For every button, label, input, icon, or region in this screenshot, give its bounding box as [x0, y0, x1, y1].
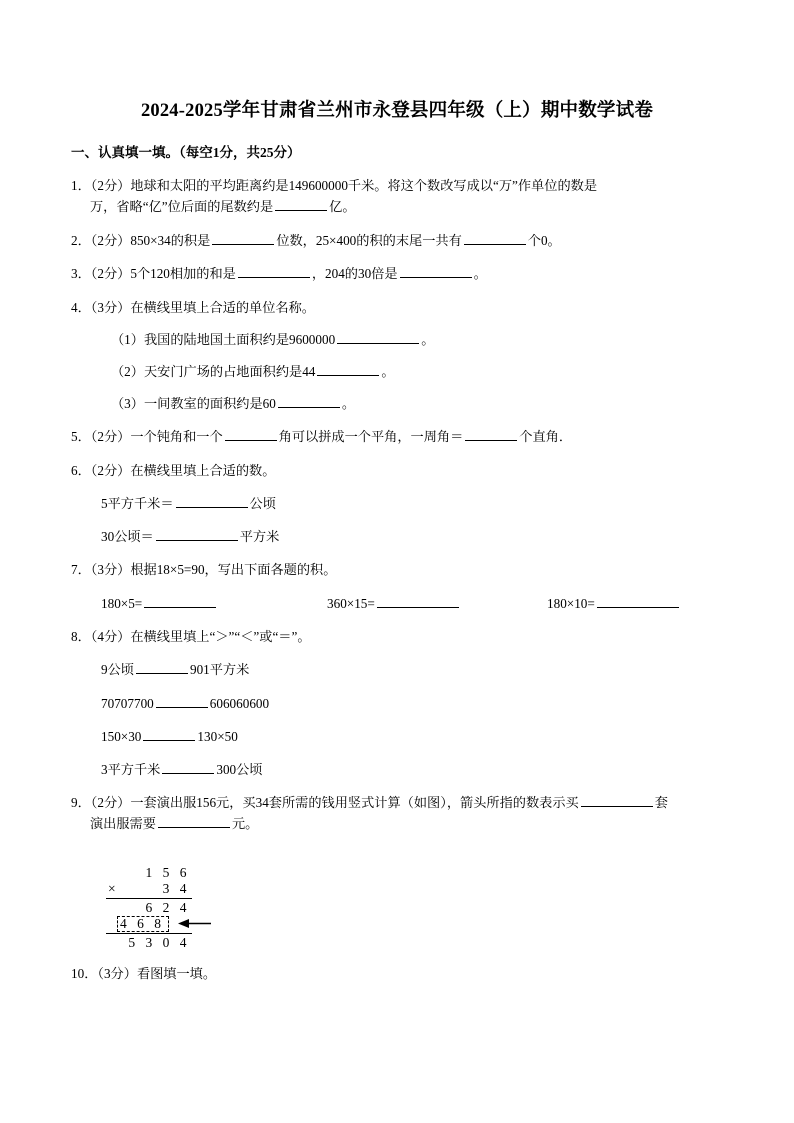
- question-8-comparison-2-blank[interactable]: [156, 694, 208, 708]
- question-2-blank-1[interactable]: [212, 231, 274, 245]
- question-1-text-1: 地球和太阳的平均距离约是149600000千米。将这个数改写成以“万”作单位的数是: [130, 178, 598, 194]
- question-1: [71, 175, 723, 218]
- question-8-comparison-3: [71, 726, 723, 747]
- question-1-line-2: [71, 196, 723, 217]
- question-7-item-2-blank[interactable]: [377, 594, 459, 608]
- question-5-score: （2分）: [90, 429, 131, 445]
- question-7-items: [71, 593, 723, 614]
- question-9-line-2: [71, 813, 723, 834]
- question-2-number: 2．: [71, 232, 91, 248]
- question-7-number: 7．: [71, 562, 91, 578]
- vertical-multiplication-figure: [106, 865, 276, 951]
- question-7-item-3-blank[interactable]: [597, 594, 679, 608]
- question-7-item-3-label: 180×10=: [547, 595, 595, 611]
- question-7-line-1: [71, 559, 723, 580]
- question-8-comparison-1-blank[interactable]: [136, 661, 188, 675]
- question-8-comparison-4-right: 300公顷: [216, 761, 263, 777]
- question-1-text-2b: 亿。: [329, 199, 356, 215]
- question-7-item-1-blank[interactable]: [144, 594, 216, 608]
- question-9-text-1a: 一套演出服156元，买34套所需的钱用竖式计算（如图），箭头所指的数表示买: [130, 794, 579, 810]
- question-7-item-3: [547, 593, 681, 614]
- question-6-sub-1-tail: 公顷: [249, 496, 276, 512]
- question-3-text-b: ，204的30倍是: [311, 266, 398, 282]
- question-7-score: （3分）: [90, 562, 131, 578]
- partial-product-2-row: [106, 916, 276, 932]
- question-4-sub-1: [71, 329, 723, 350]
- question-5-line-1: [71, 426, 723, 447]
- partial-product-2-value: 4 6 8: [117, 916, 169, 932]
- question-4-sub-2: [71, 361, 723, 382]
- question-5-text-c: 个直角．: [519, 429, 573, 445]
- question-2-text-a: 850×34的积是: [130, 232, 211, 248]
- question-8-comparison-2-left: 70707700: [101, 695, 154, 711]
- question-9-line-1: [71, 792, 723, 813]
- question-4-sub-3-tail: 。: [341, 396, 356, 412]
- question-4-sub-1-blank[interactable]: [337, 330, 419, 344]
- question-2-score: （2分）: [90, 232, 131, 248]
- question-4-sub-3: [71, 393, 723, 414]
- question-2: [71, 230, 723, 251]
- question-4-sub-3-blank[interactable]: [278, 395, 340, 409]
- question-4-line-1: [71, 297, 723, 318]
- question-8-comparison-1-left: 9公顷: [101, 662, 134, 678]
- question-3-text-c: 。: [473, 266, 487, 282]
- question-6-line-1: [71, 460, 723, 481]
- page-content: [71, 0, 723, 984]
- question-3-line-1: [71, 263, 723, 284]
- question-9-blank-2[interactable]: [158, 815, 230, 829]
- question-8-comparison-1-right: 901平方米: [189, 662, 250, 678]
- question-5-text-b: 角可以拼成一个平角，一周角＝: [278, 429, 464, 445]
- question-9-score: （2分）: [90, 794, 131, 810]
- question-4: [71, 297, 723, 415]
- question-1-text-2a: 万，省略“亿”位后面的尾数约是: [90, 199, 274, 215]
- question-2-text-c: 个0。: [527, 232, 561, 248]
- question-3-score: （2分）: [90, 266, 131, 282]
- question-3-blank-1[interactable]: [238, 265, 310, 279]
- question-9: [71, 792, 723, 951]
- question-4-sub-2-tail: 。: [381, 364, 395, 380]
- question-9-number: 9．: [71, 794, 91, 810]
- question-2-line-1: [71, 230, 723, 251]
- question-8-comparison-3-left: 150×30: [101, 728, 142, 744]
- question-10-number: 10．: [71, 965, 98, 981]
- question-9-text-2a: 演出服需要: [90, 816, 156, 832]
- question-8-comparison-4: [71, 759, 723, 780]
- question-7-item-1-label: 180×5=: [101, 595, 143, 611]
- question-4-sub-1-label: （1）我国的陆地国土面积约是9600000: [111, 331, 336, 347]
- question-8-comparison-4-blank[interactable]: [162, 760, 214, 774]
- question-5: [71, 426, 723, 447]
- question-2-blank-2[interactable]: [464, 231, 526, 245]
- question-9-figure: [71, 865, 723, 951]
- question-7: [71, 559, 723, 614]
- question-4-sub-2-blank[interactable]: [317, 363, 379, 377]
- question-8-comparison-4-left: 3平方千米: [101, 761, 161, 777]
- question-8-line-1: [71, 626, 723, 647]
- question-10: [71, 963, 723, 984]
- question-7-text: 根据18×5=90，写出下面各题的积。: [130, 562, 337, 578]
- question-1-number: 1．: [71, 178, 91, 194]
- page-title: 2024-2025学年甘肃省兰州市永登县四年级（上）期中数学试卷: [140, 101, 654, 121]
- multiplicand-value: 1 5 6: [145, 864, 190, 880]
- question-5-blank-1[interactable]: [225, 428, 277, 442]
- product-row: [106, 935, 192, 951]
- multiplier-value: 3 4: [162, 880, 190, 896]
- question-3-number: 3．: [71, 266, 91, 282]
- question-5-blank-2[interactable]: [465, 428, 517, 442]
- question-7-item-1: [101, 593, 327, 614]
- question-8-text: 在横线里填上“＞”“＜”或“＝”。: [130, 629, 311, 645]
- question-6-sub-2-tail: 平方米: [239, 529, 280, 545]
- question-8: [71, 626, 723, 780]
- question-10-text: 看图填一填。: [136, 965, 217, 981]
- question-6-text: 在横线里填上合适的数。: [130, 462, 276, 478]
- question-4-sub-2-label: （2）天安门广场的占地面积约是44: [111, 364, 316, 380]
- question-8-comparison-2: [71, 693, 723, 714]
- question-6-sub-2-blank[interactable]: [156, 528, 238, 542]
- product-value: 5 3 0 4: [128, 934, 190, 950]
- question-6: [71, 460, 723, 548]
- question-8-comparison-1: [71, 659, 723, 680]
- question-3-blank-2[interactable]: [400, 265, 472, 279]
- question-5-text-a: 一个钝角和一个: [130, 429, 223, 445]
- question-4-sub-1-tail: 。: [421, 331, 435, 347]
- partial-product-1-row: [106, 900, 192, 916]
- question-6-number: 6．: [71, 462, 91, 478]
- section-heading: 一、认真填一填。（每空1分，共25分）: [71, 145, 301, 161]
- left-arrow-icon: [178, 918, 212, 929]
- question-9-text-2b: 元。: [231, 816, 259, 832]
- question-7-item-2: [327, 593, 547, 614]
- question-1-line-1: [71, 175, 723, 196]
- question-6-sub-2-label: 30公顷＝: [101, 529, 154, 545]
- question-6-sub-1-blank[interactable]: [176, 495, 248, 509]
- question-8-comparison-3-blank[interactable]: [143, 727, 195, 741]
- question-8-number: 8．: [71, 629, 91, 645]
- question-4-score: （3分）: [90, 299, 131, 315]
- partial-product-1-value: 6 2 4: [145, 899, 190, 915]
- question-10-line-1: [71, 963, 723, 984]
- question-6-sub-1-label: 5平方千米＝: [101, 496, 174, 512]
- question-1-blank-1[interactable]: [275, 198, 327, 212]
- question-9-text-1b: 套: [654, 794, 668, 810]
- question-5-number: 5．: [71, 429, 91, 445]
- question-10-score: （3分）: [97, 965, 137, 981]
- question-6-sub-2: [71, 526, 723, 547]
- question-4-text: 在横线里填上合适的单位名称。: [130, 299, 315, 315]
- question-1-score: （2分）: [90, 178, 131, 194]
- question-3: [71, 263, 723, 284]
- multiply-operator-icon: ×: [108, 880, 116, 896]
- question-7-item-2-label: 360×15=: [327, 595, 375, 611]
- question-3-text-a: 5个120相加的和是: [130, 266, 236, 282]
- question-8-score: （4分）: [90, 629, 131, 645]
- question-6-score: （2分）: [90, 462, 131, 478]
- question-2-text-b: 位数，25×400的积的末尾一共有: [276, 232, 462, 248]
- question-4-sub-3-label: （3）一间教室的面积约是60: [111, 396, 276, 412]
- question-4-number: 4．: [71, 299, 91, 315]
- question-8-comparison-3-right: 130×50: [197, 728, 238, 744]
- question-6-sub-1: [71, 493, 723, 514]
- question-9-blank-1[interactable]: [581, 793, 653, 807]
- question-8-comparison-2-right: 606060600: [209, 695, 270, 711]
